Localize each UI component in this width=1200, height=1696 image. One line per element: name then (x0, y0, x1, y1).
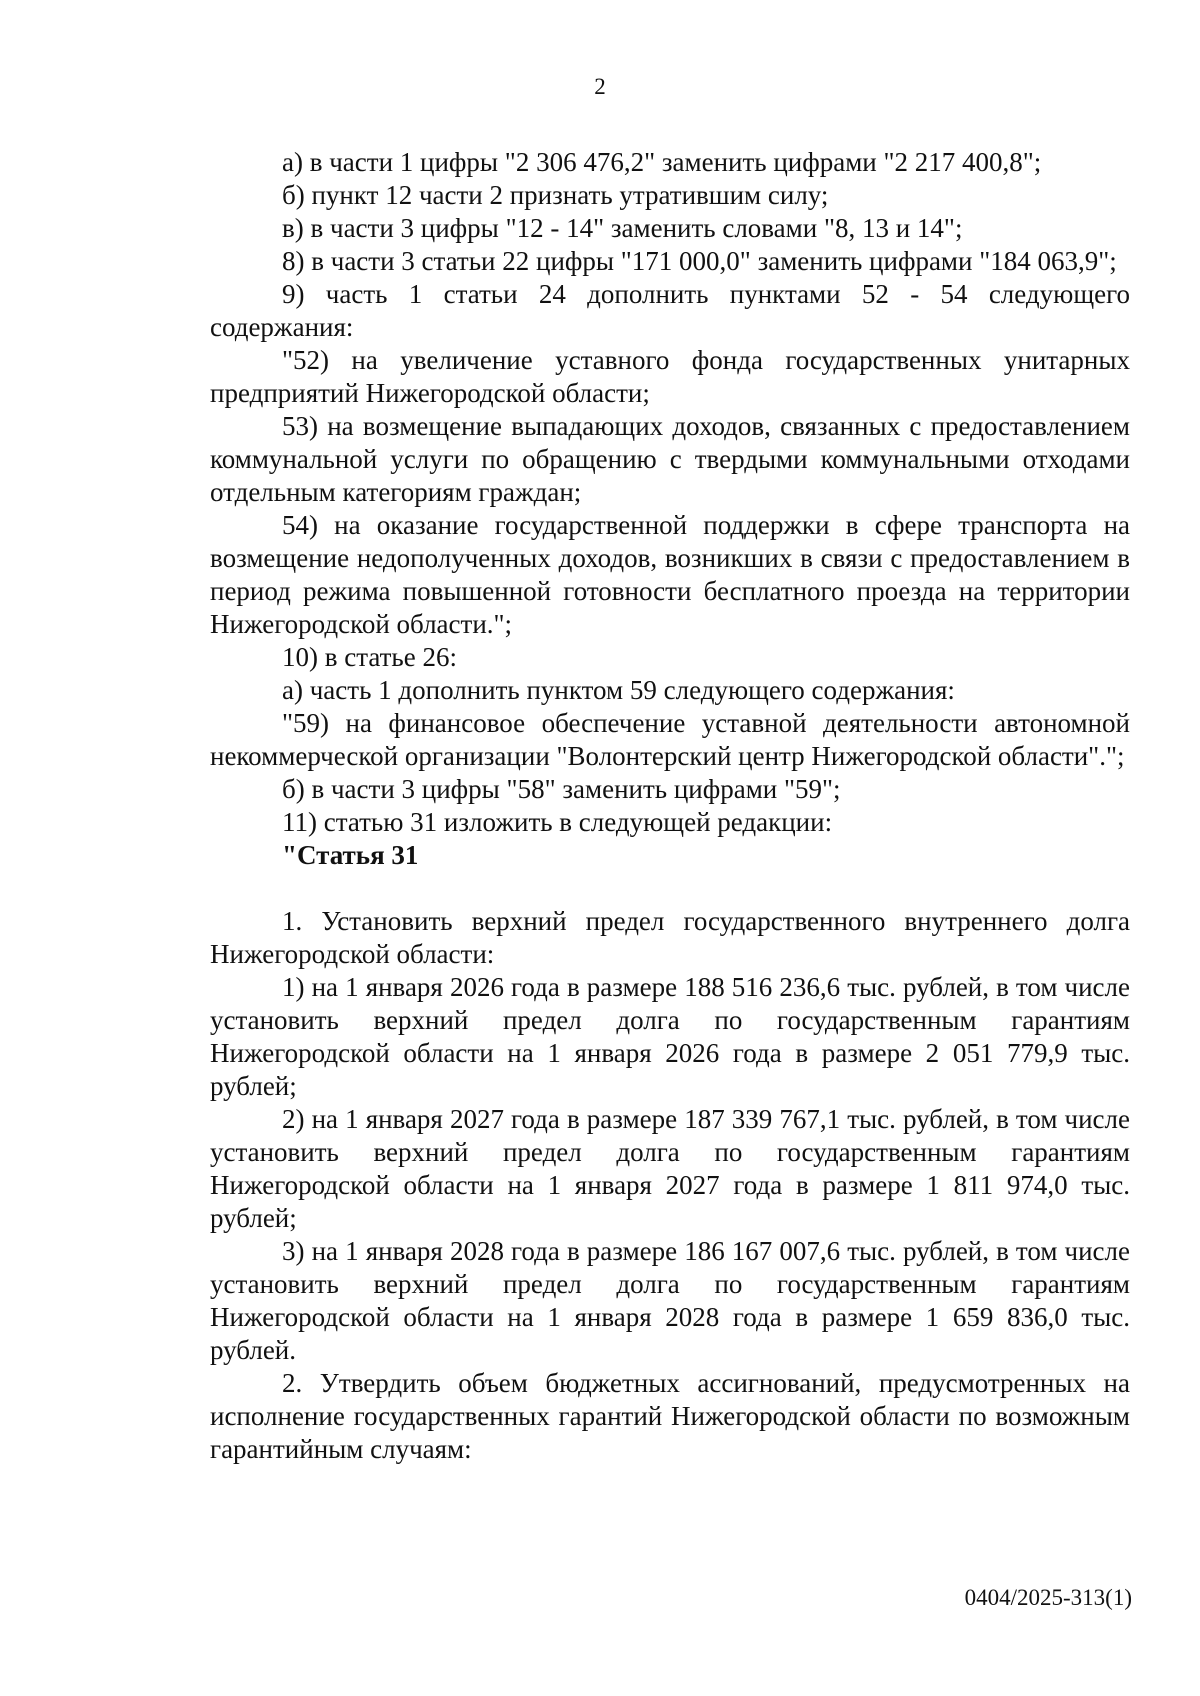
article-paragraph: 2. Утвердить объем бюджетных ассигнований, предусмотренных на исполнение государственных гарантий Нижегородской области по возможным гарантийным случаям: (210, 1368, 1130, 1464)
article-paragraph: 1. Установить верхний предел государственного внутреннего долга Нижегородской области: (210, 906, 1130, 969)
document-code: 0404/2025-313(1) (964, 1585, 1132, 1610)
paragraph: 9) часть 1 статьи 24 дополнить пунктами 52 - 54 следующего содержания: (210, 279, 1130, 342)
paragraph: "59) на финансовое обеспечение уставной деятельности автономной некоммерческой организации "Волонтерский центр Нижегородской области"."; (210, 708, 1130, 771)
paragraph: 11) статью 31 изложить в следующей редакции: (282, 807, 833, 837)
paragraph: а) часть 1 дополнить пунктом 59 следующего содержания: (282, 675, 955, 705)
article-paragraph: 2) на 1 января 2027 года в размере 187 339 767,1 тыс. рублей, в том числе установить верхний предел долга по государственным гарантиям Нижегородской области на 1 января 2027 года в размере 1 811 974,0 тыс. рублей; (210, 1104, 1130, 1233)
paragraph: б) пункт 12 части 2 признать утратившим силу; (282, 180, 829, 210)
paragraph: "52) на увеличение уставного фонда государственных унитарных предприятий Нижегородской области; (210, 345, 1130, 408)
paragraph: а) в части 1 цифры "2 306 476,2" заменить цифрами "2 217 400,8"; (282, 147, 1042, 177)
paragraph: 53) на возмещение выпадающих доходов, связанных с предоставлением коммунальной услуги по обращению с твердыми коммунальными отходами отдельным категориям граждан; (210, 411, 1130, 507)
paragraph: б) в части 3 цифры "58" заменить цифрами "59"; (282, 774, 841, 804)
article-heading: "Статья 31 (282, 840, 419, 870)
paragraph: 54) на оказание государственной поддержки в сфере транспорта на возмещение недополученных доходов, возникших в связи с предоставлением в период режима повышенной готовности бесплатного проезда на территории Нижегородской области."; (210, 510, 1130, 639)
paragraph: 10) в статье 26: (282, 642, 457, 672)
paragraph: 8) в части 3 статьи 22 цифры "171 000,0" заменить цифрами "184 063,9"; (282, 246, 1117, 276)
document-body (210, 146, 1130, 1466)
page-number: 2 (594, 74, 606, 99)
article-paragraph: 1) на 1 января 2026 года в размере 188 516 236,6 тыс. рублей, в том числе установить верхний предел долга по государственным гарантиям Нижегородской области на 1 января 2026 года в размере 2 051 779,9 тыс. рублей; (210, 972, 1130, 1101)
paragraph: в) в части 3 цифры "12 - 14" заменить словами "8, 13 и 14"; (282, 213, 963, 243)
article-paragraph: 3) на 1 января 2028 года в размере 186 167 007,6 тыс. рублей, в том числе установить верхний предел долга по государственным гарантиям Нижегородской области на 1 января 2028 года в размере 1 659 836,0 тыс. рублей. (210, 1236, 1130, 1365)
